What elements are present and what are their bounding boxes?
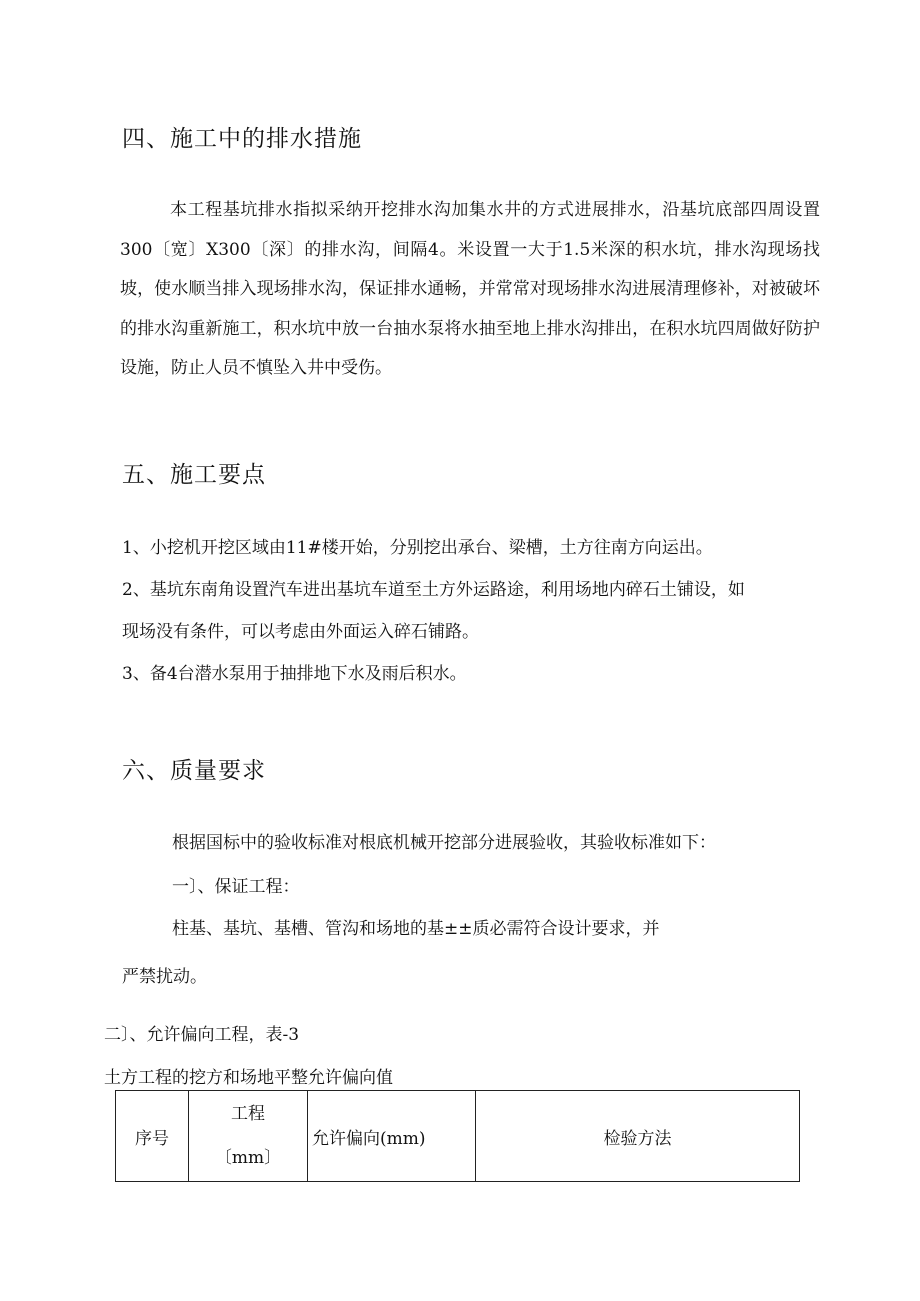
section-6-sub-1-text-line-1: 柱基、基坑、基槽、管沟和场地的基±±质必需符合设计要求，并 xyxy=(172,919,660,939)
section-6-sub-1: 一〕、保证工程： xyxy=(172,877,300,897)
section-6-sub-1-text-line-2: 严禁扰动。 xyxy=(122,967,207,987)
section-5-heading: 五、施工要点 xyxy=(122,462,266,488)
section-4-paragraph: 本工程基坑排水指拟采纳开挖排水沟加集水井的方式进展排水，沿基坑底部四周设置300〔宽〕X300〔深〕的排水沟，间隔4。米设置一大于1.5米深的积水坑，排水沟现场找坡，使水顺当排入现场排水沟，保证排水通畅，并常常对现场排水沟进展清理修补，对被破坏的排水沟重新施工，积水坑中放一台抽水泵将水抽至地上排水沟排出，在积水坑四周做好防护设施，防止人员不慎坠入井中受伤。 xyxy=(120,200,820,378)
table-header-row xyxy=(116,1091,800,1182)
header-inspection-method: 检验方法 xyxy=(476,1091,800,1182)
section-5-item-1: 1、小挖机开挖区域由11#楼开始，分别挖出承台、梁槽，土方往南方向运出。 xyxy=(122,538,713,558)
section-4-heading: 四、施工中的排水措施 xyxy=(122,126,362,152)
section-5-item-3: 3、备4台潜水泵用于抽排地下水及雨后积水。 xyxy=(122,664,467,684)
header-allowed-deviation: 允许偏向(mm) xyxy=(308,1091,476,1182)
table-caption: 土方工程的挖方和场地平整允许偏向值 xyxy=(104,1068,393,1088)
header-item xyxy=(189,1091,308,1182)
header-serial-number: 序号 xyxy=(116,1091,189,1182)
header-item-line-2: 〔mm〕 xyxy=(214,1148,282,1168)
section-6-heading: 六、质量要求 xyxy=(122,758,266,784)
section-5-item-2-line-2: 现场没有条件，可以考虑由外面运入碎石铺路。 xyxy=(122,622,479,642)
deviation-table xyxy=(115,1090,800,1182)
section-5-item-2-line-1: 2、基坑东南角设置汽车进出基坑车道至土方外运路途，利用场地内碎石土铺设，如 xyxy=(122,580,745,600)
section-6-intro: 根据国标中的验收标准对根底机械开挖部分进展验收，其验收标准如下： xyxy=(172,833,716,853)
header-item-line-1: 工程 xyxy=(231,1104,265,1124)
section-6-sub-2: 二〕、允许偏向工程，表-3 xyxy=(104,1025,300,1045)
